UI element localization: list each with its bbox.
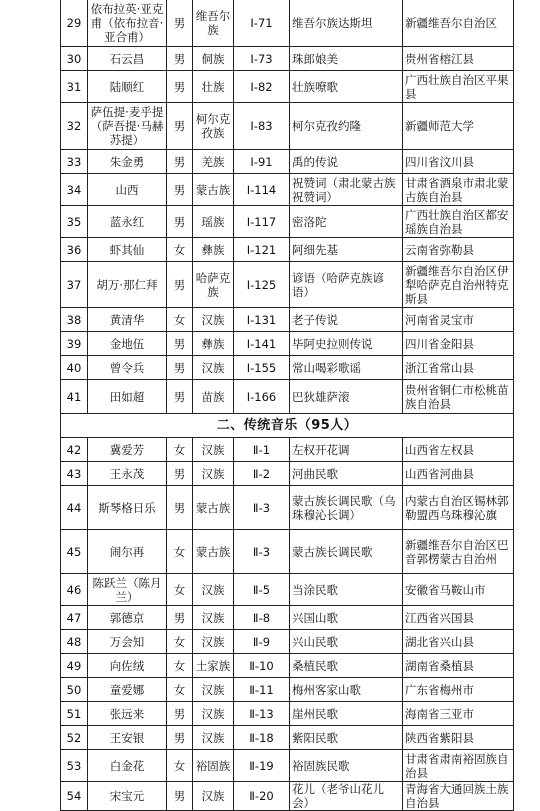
row-number-cell: 31 — [61, 71, 88, 103]
declaring-unit-cell: 湖北省兴山县 — [403, 630, 514, 654]
inheritor-name-cell: 斯琴格日乐 — [88, 486, 167, 530]
declaring-unit-cell: 山西省河曲县 — [403, 462, 514, 486]
declaring-unit-cell: 四川省汶川县 — [403, 150, 514, 174]
declaring-unit-cell: 甘肃省酒泉市肃北蒙古族自治县 — [403, 174, 514, 206]
ethnicity-cell: 汉族 — [193, 726, 234, 750]
inheritor-name-cell: 胡万·那仁拜 — [88, 262, 167, 308]
row-number-cell: 47 — [61, 606, 88, 630]
declaring-unit-cell: 山西省左权县 — [403, 438, 514, 462]
inheritor-name-cell: 宋宝元 — [88, 782, 167, 811]
project-name-cell: 阿细先基 — [290, 238, 403, 262]
inheritor-name-cell: 向佐绒 — [88, 654, 167, 678]
ethnicity-cell: 汉族 — [193, 702, 234, 726]
table-row — [61, 0, 514, 47]
project-name-cell: 祝赞词（肃北蒙古族祝赞词） — [290, 174, 403, 206]
table-row — [61, 380, 514, 414]
table-row — [61, 356, 514, 380]
project-code-cell: Ⅰ-166 — [234, 380, 290, 414]
inheritor-name-cell: 虾其仙 — [88, 238, 167, 262]
declaring-unit-cell: 湖南省桑植县 — [403, 654, 514, 678]
declaring-unit-cell: 四川省金阳县 — [403, 332, 514, 356]
ethnicity-cell: 蒙古族 — [193, 530, 234, 574]
project-code-cell: Ⅱ-11 — [234, 678, 290, 702]
ethnicity-cell: 维吾尔族 — [193, 0, 234, 47]
table-row — [61, 630, 514, 654]
project-code-cell: Ⅰ-155 — [234, 356, 290, 380]
inheritor-name-cell: 金地伍 — [88, 332, 167, 356]
project-name-cell: 珠郎娘美 — [290, 47, 403, 71]
row-number-cell: 49 — [61, 654, 88, 678]
table-row — [61, 103, 514, 150]
project-code-cell: Ⅱ-18 — [234, 726, 290, 750]
ethnicity-cell: 瑶族 — [193, 206, 234, 238]
table-row — [61, 206, 514, 238]
gender-cell: 男 — [167, 150, 193, 174]
ethnicity-cell: 汉族 — [193, 462, 234, 486]
gender-cell: 女 — [167, 678, 193, 702]
row-number-cell: 32 — [61, 103, 88, 150]
project-code-cell: Ⅰ-71 — [234, 0, 290, 47]
table-row — [61, 462, 514, 486]
declaring-unit-cell: 海南省三亚市 — [403, 702, 514, 726]
ethnicity-cell: 彝族 — [193, 238, 234, 262]
project-code-cell: Ⅱ-9 — [234, 630, 290, 654]
gender-cell: 女 — [167, 750, 193, 782]
row-number-cell: 39 — [61, 332, 88, 356]
inheritor-name-cell: 石云昌 — [88, 47, 167, 71]
gender-cell: 男 — [167, 0, 193, 47]
ethnicity-cell: 汉族 — [193, 356, 234, 380]
project-code-cell: Ⅱ-8 — [234, 606, 290, 630]
ethnicity-cell: 柯尔克孜族 — [193, 103, 234, 150]
ethnicity-cell: 汉族 — [193, 678, 234, 702]
project-code-cell: Ⅰ-141 — [234, 332, 290, 356]
project-name-cell: 左权开花调 — [290, 438, 403, 462]
project-code-cell: Ⅰ-117 — [234, 206, 290, 238]
row-number-cell: 43 — [61, 462, 88, 486]
declaring-unit-cell: 青海省大通回族土族自治县 — [403, 782, 514, 811]
declaring-unit-cell: 广西壮族自治区都安瑶族自治县 — [403, 206, 514, 238]
table-row — [61, 486, 514, 530]
project-code-cell: Ⅰ-91 — [234, 150, 290, 174]
ethnicity-cell: 侗族 — [193, 47, 234, 71]
inheritor-name-cell: 黄清华 — [88, 308, 167, 332]
inheritor-name-cell: 张远来 — [88, 702, 167, 726]
project-code-cell: Ⅰ-83 — [234, 103, 290, 150]
inheritor-name-cell: 田如超 — [88, 380, 167, 414]
row-number-cell: 54 — [61, 782, 88, 811]
ethnicity-cell: 汉族 — [193, 438, 234, 462]
declaring-unit-cell: 贵州省铜仁市松桃苗族自治县 — [403, 380, 514, 414]
row-number-cell: 38 — [61, 308, 88, 332]
gender-cell: 女 — [167, 438, 193, 462]
table-row — [61, 438, 514, 462]
inheritor-name-cell: 陈跃兰（陈月兰） — [88, 574, 167, 606]
project-code-cell: Ⅱ-20 — [234, 782, 290, 811]
gender-cell: 男 — [167, 702, 193, 726]
project-name-cell: 河曲民歌 — [290, 462, 403, 486]
project-name-cell: 紫阳民歌 — [290, 726, 403, 750]
project-name-cell: 老子传说 — [290, 308, 403, 332]
gender-cell: 女 — [167, 654, 193, 678]
row-number-cell: 36 — [61, 238, 88, 262]
ethnicity-cell: 蒙古族 — [193, 486, 234, 530]
gender-cell: 男 — [167, 356, 193, 380]
table-row — [61, 750, 514, 782]
inheritor-name-cell: 王安银 — [88, 726, 167, 750]
project-code-cell: Ⅰ-114 — [234, 174, 290, 206]
ethnicity-cell: 汉族 — [193, 782, 234, 811]
table-row — [61, 238, 514, 262]
table-row — [61, 726, 514, 750]
inheritor-name-cell: 郭德京 — [88, 606, 167, 630]
table-row — [61, 332, 514, 356]
project-name-cell: 毕阿史拉则传说 — [290, 332, 403, 356]
project-name-cell: 常山喝彩歌谣 — [290, 356, 403, 380]
project-code-cell: Ⅱ-13 — [234, 702, 290, 726]
declaring-unit-cell: 浙江省常山县 — [403, 356, 514, 380]
project-code-cell: Ⅰ-73 — [234, 47, 290, 71]
table-row — [61, 574, 514, 606]
gender-cell: 男 — [167, 782, 193, 811]
inheritor-name-cell: 万会知 — [88, 630, 167, 654]
gender-cell: 男 — [167, 262, 193, 308]
table-row — [61, 47, 514, 71]
project-name-cell: 兴国山歌 — [290, 606, 403, 630]
project-name-cell: 密洛陀 — [290, 206, 403, 238]
gender-cell: 男 — [167, 332, 193, 356]
ethnicity-cell: 哈萨克族 — [193, 262, 234, 308]
declaring-unit-cell: 陕西省紫阳县 — [403, 726, 514, 750]
row-number-cell: 33 — [61, 150, 88, 174]
row-number-cell: 29 — [61, 0, 88, 47]
row-number-cell: 42 — [61, 438, 88, 462]
declaring-unit-cell: 广西壮族自治区平果县 — [403, 71, 514, 103]
project-code-cell: Ⅱ-2 — [234, 462, 290, 486]
row-number-cell: 46 — [61, 574, 88, 606]
project-name-cell: 花儿（老爷山花儿会） — [290, 782, 403, 811]
declaring-unit-cell: 内蒙古自治区锡林郭勒盟西乌珠穆沁旗 — [403, 486, 514, 530]
section-title: 二、传统音乐（95人） — [61, 414, 514, 438]
declaring-unit-cell: 甘肃省肃南裕固族自治县 — [403, 750, 514, 782]
project-name-cell: 巴狄雄萨滚 — [290, 380, 403, 414]
row-number-cell: 45 — [61, 530, 88, 574]
declaring-unit-cell: 新疆维吾尔自治区伊犁哈萨克自治州特克斯县 — [403, 262, 514, 308]
declaring-unit-cell: 云南省弥勒县 — [403, 238, 514, 262]
ethnicity-cell: 蒙古族 — [193, 174, 234, 206]
gender-cell: 男 — [167, 462, 193, 486]
project-name-cell: 谚语（哈萨克族谚语） — [290, 262, 403, 308]
project-code-cell: Ⅰ-131 — [234, 308, 290, 332]
inheritor-name-cell: 朱金勇 — [88, 150, 167, 174]
row-number-cell: 41 — [61, 380, 88, 414]
declaring-unit-cell: 新疆维吾尔自治区巴音郭楞蒙古自治州 — [403, 530, 514, 574]
gender-cell: 男 — [167, 380, 193, 414]
row-number-cell: 48 — [61, 630, 88, 654]
gender-cell: 男 — [167, 486, 193, 530]
row-number-cell: 30 — [61, 47, 88, 71]
project-code-cell: Ⅰ-125 — [234, 262, 290, 308]
gender-cell: 男 — [167, 606, 193, 630]
gender-cell: 男 — [167, 71, 193, 103]
inheritor-name-cell: 闹尔再 — [88, 530, 167, 574]
row-number-cell: 40 — [61, 356, 88, 380]
table-row — [61, 654, 514, 678]
project-name-cell: 柯尔克孜约隆 — [290, 103, 403, 150]
gender-cell: 男 — [167, 174, 193, 206]
gender-cell: 男 — [167, 206, 193, 238]
section-header-row — [61, 414, 514, 438]
gender-cell: 女 — [167, 630, 193, 654]
project-name-cell: 裕固族民歌 — [290, 750, 403, 782]
ethnicity-cell: 汉族 — [193, 574, 234, 606]
project-code-cell: Ⅱ-3 — [234, 530, 290, 574]
ethnicity-cell: 羌族 — [193, 150, 234, 174]
project-code-cell: Ⅰ-121 — [234, 238, 290, 262]
gender-cell: 女 — [167, 574, 193, 606]
project-name-cell: 蒙古族长调民歌 — [290, 530, 403, 574]
gender-cell: 男 — [167, 47, 193, 71]
project-name-cell: 禹的传说 — [290, 150, 403, 174]
declaring-unit-cell: 河南省灵宝市 — [403, 308, 514, 332]
project-code-cell: Ⅰ-82 — [234, 71, 290, 103]
row-number-cell: 34 — [61, 174, 88, 206]
ethnicity-cell: 土家族 — [193, 654, 234, 678]
project-name-cell: 壮族嘹歌 — [290, 71, 403, 103]
gender-cell: 男 — [167, 726, 193, 750]
declaring-unit-cell: 广东省梅州市 — [403, 678, 514, 702]
gender-cell: 女 — [167, 530, 193, 574]
project-name-cell: 维吾尔族达斯坦 — [290, 0, 403, 47]
inheritor-name-cell: 童爱娜 — [88, 678, 167, 702]
inheritor-name-cell: 依布拉英·亚克甫（依布拉音·亚合甫） — [88, 0, 167, 47]
gender-cell: 男 — [167, 103, 193, 150]
row-number-cell: 44 — [61, 486, 88, 530]
declaring-unit-cell: 新疆师范大学 — [403, 103, 514, 150]
ethnicity-cell: 汉族 — [193, 630, 234, 654]
inheritor-name-cell: 萨伍提·麦乎提（萨吾提·马赫苏提） — [88, 103, 167, 150]
inheritor-name-cell: 陆顺红 — [88, 71, 167, 103]
ethnicity-cell: 彝族 — [193, 332, 234, 356]
ethnicity-cell: 汉族 — [193, 606, 234, 630]
row-number-cell: 52 — [61, 726, 88, 750]
project-code-cell: Ⅱ-3 — [234, 486, 290, 530]
inheritor-name-cell: 王永茂 — [88, 462, 167, 486]
gender-cell: 女 — [167, 238, 193, 262]
inheritor-name-cell: 山西 — [88, 174, 167, 206]
table-row — [61, 678, 514, 702]
project-name-cell: 梅州客家山歌 — [290, 678, 403, 702]
row-number-cell: 35 — [61, 206, 88, 238]
inheritor-name-cell: 白金花 — [88, 750, 167, 782]
project-code-cell: Ⅱ-5 — [234, 574, 290, 606]
project-name-cell: 当涂民歌 — [290, 574, 403, 606]
row-number-cell: 50 — [61, 678, 88, 702]
ethnicity-cell: 苗族 — [193, 380, 234, 414]
inheritor-name-cell: 曾令兵 — [88, 356, 167, 380]
declaring-unit-cell: 新疆维吾尔自治区 — [403, 0, 514, 47]
heritage-inheritors-table — [60, 0, 514, 811]
table-row — [61, 702, 514, 726]
project-code-cell: Ⅱ-10 — [234, 654, 290, 678]
inheritor-name-cell: 蓝永红 — [88, 206, 167, 238]
table-row — [61, 262, 514, 308]
row-number-cell: 51 — [61, 702, 88, 726]
ethnicity-cell: 汉族 — [193, 308, 234, 332]
project-name-cell: 兴山民歌 — [290, 630, 403, 654]
row-number-cell: 53 — [61, 750, 88, 782]
table-row — [61, 530, 514, 574]
gender-cell: 女 — [167, 308, 193, 332]
table-row — [61, 308, 514, 332]
table-row — [61, 606, 514, 630]
table-row — [61, 71, 514, 103]
project-code-cell: Ⅱ-19 — [234, 750, 290, 782]
declaring-unit-cell: 安徽省马鞍山市 — [403, 574, 514, 606]
project-code-cell: Ⅱ-1 — [234, 438, 290, 462]
table-row — [61, 782, 514, 811]
ethnicity-cell: 壮族 — [193, 71, 234, 103]
declaring-unit-cell: 江西省兴国县 — [403, 606, 514, 630]
inheritor-name-cell: 冀爱芳 — [88, 438, 167, 462]
project-name-cell: 桑植民歌 — [290, 654, 403, 678]
ethnicity-cell: 裕固族 — [193, 750, 234, 782]
project-name-cell: 蒙古族长调民歌（乌珠穆沁长调） — [290, 486, 403, 530]
declaring-unit-cell: 贵州省榕江县 — [403, 47, 514, 71]
row-number-cell: 37 — [61, 262, 88, 308]
table-row — [61, 150, 514, 174]
table-row — [61, 174, 514, 206]
project-name-cell: 崖州民歌 — [290, 702, 403, 726]
